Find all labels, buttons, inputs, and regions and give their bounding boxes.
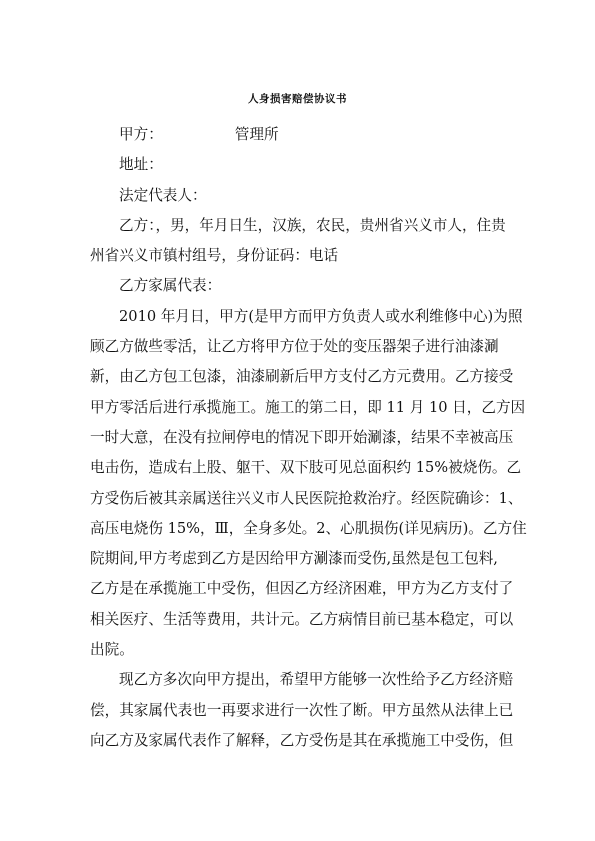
party-b-line-2: 州省兴义市镇村组号，身份证码：电话 <box>90 247 339 265</box>
paragraph-line: 现乙方多次向甲方提出，希望甲方能够一次性给予乙方经济赔 <box>119 671 514 689</box>
paragraph-line: 甲方零活后进行承揽施工。施工的第二日，即 11 月 10 日，乙方因 <box>90 398 526 416</box>
paragraph-line: 偿，其家属代表也一再要求进行一次性了断。甲方虽然从法律上已 <box>90 701 514 719</box>
address-label: 地址： <box>119 156 163 174</box>
party-a-label: 甲方： <box>119 126 163 143</box>
legal-rep-line <box>90 181 508 211</box>
paragraph-line: 电击伤，造成右上股、躯干、双下肢可见总面积约 15%被烧伤。乙 <box>90 459 522 477</box>
paragraph-line: 乙方是在承揽施工中受伤，但因乙方经济困难，甲方为乙方支付了 <box>90 580 514 598</box>
document-body <box>90 120 527 756</box>
legal-rep-label: 法定代表人： <box>119 186 207 204</box>
paragraph-line: 院期间,甲方考虑到乙方是因给甲方涮漆而受伤,虽然是包工包料, <box>90 550 498 568</box>
paragraph-1 <box>90 302 527 666</box>
paragraph-line: 高压电烧伤 15%，Ⅲ，全身多处。2、心肌损伤(详见病历)。乙方住 <box>90 519 527 537</box>
paragraph-line: 方受伤后被其亲属送往兴义市人民医院抢救治疗。经医院确诊：1、 <box>90 489 523 507</box>
address-line <box>90 150 508 180</box>
document-title: 人身损害赔偿协议书 <box>248 93 347 105</box>
paragraph-line: 向乙方及家属代表作了解释，乙方受伤是其在承揽施工中受伤，但 <box>90 731 514 749</box>
party-a-line <box>90 120 508 150</box>
paragraph-line: 相关医疗、生活等费用，共计元。乙方病情目前已基本稳定，可以 <box>90 610 514 628</box>
party-b-line-1: 乙方：，男，年月日生，汉族，农民，贵州省兴义市人，住贵 <box>119 216 506 234</box>
paragraph-line: 出院。 <box>90 641 134 659</box>
paragraph-line: 顾乙方做些零活，让乙方将甲方位于处的变压器架子进行油漆涮 <box>90 338 499 356</box>
paragraph-line: 新，由乙方包工包漆，油漆刷新后甲方支付乙方元费用。乙方接受 <box>90 368 514 386</box>
paragraph-line: 2010 年月日，甲方(是甲方而甲方负责人或水利维修中心)为照 <box>119 307 523 325</box>
paragraph-line: 一时大意，在没有拉闸停电的情况下即开始涮漆，结果不幸被高压 <box>90 428 514 446</box>
paragraph-2 <box>90 665 514 756</box>
family-rep-line <box>90 271 508 301</box>
party-a-value: 管理所 <box>234 126 279 143</box>
family-rep-label: 乙方家属代表： <box>119 277 222 295</box>
